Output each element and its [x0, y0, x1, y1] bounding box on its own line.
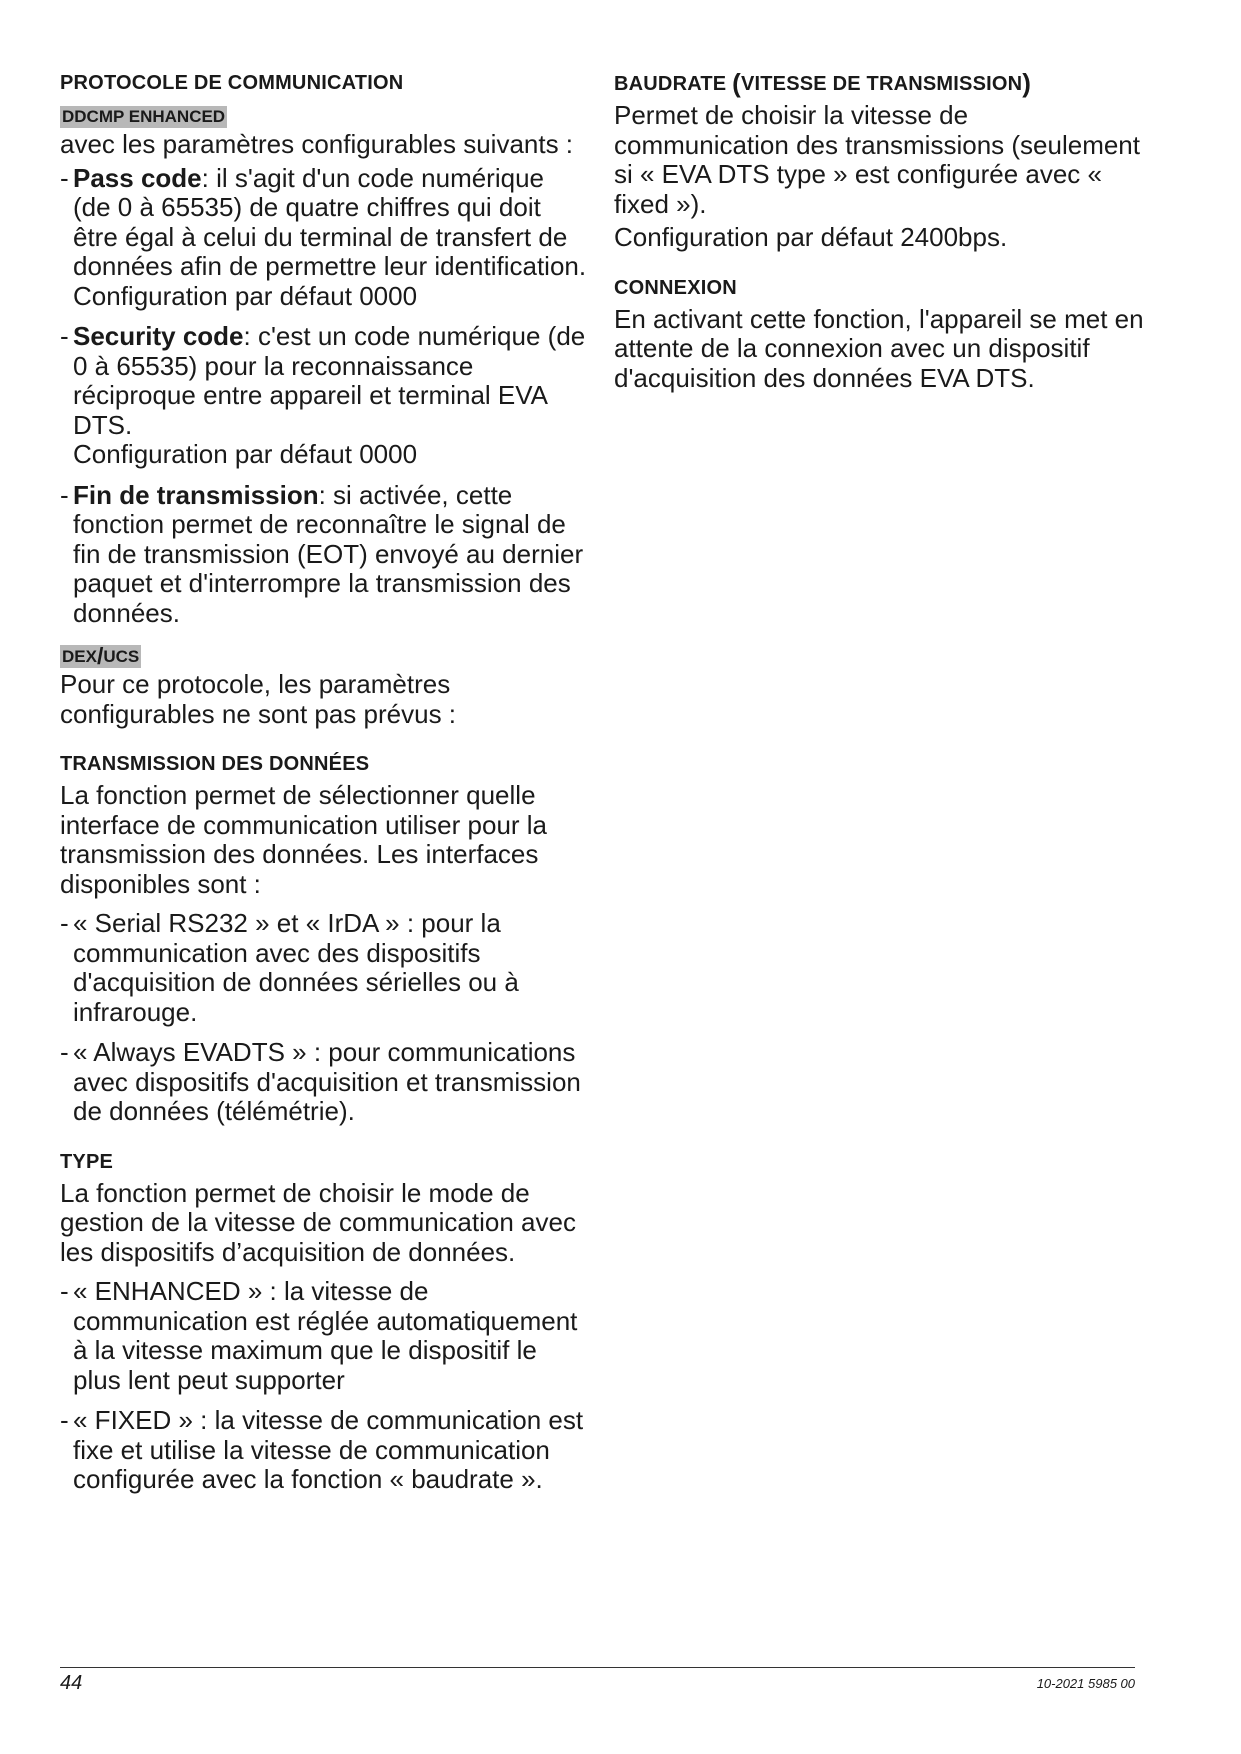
heading-connexion: CONNEXION [614, 276, 737, 299]
term-security-code: Security code [73, 321, 244, 351]
paren-close: ) [1022, 68, 1032, 98]
document-reference: 10-2021 5985 00 [1036, 1676, 1135, 1691]
text-fixed: « FIXED » : la vitesse de communication est fixe et utilise la vitesse de communication configurée avec la fonction « baudrate ». [73, 1405, 584, 1494]
bullet-fin-transmission [60, 481, 588, 629]
term-fin-transmission: Fin de transmission [73, 479, 319, 510]
text-always-evadts: « Always EVADTS » : pour communications avec dispositifs d'acquisition et transmission de données (télémétrie). [73, 1037, 581, 1126]
page-number: 44 [60, 1672, 83, 1694]
right-column [614, 70, 1144, 403]
bullet-dash: - [60, 1276, 69, 1306]
heading-baudrate-main: BAUDRATE [614, 73, 733, 95]
tag-dex: DEX [62, 647, 97, 666]
term-pass-code: Pass code [73, 162, 202, 193]
connexion-text: En activant cette fonction, l'appareil se met en attente de la connexion avec un dispositif d'acquisition des données EVA DTS. [614, 303, 1144, 393]
bullet-pass-code [60, 164, 588, 312]
bullet-dash: - [60, 1405, 69, 1435]
bullet-serial-irda [60, 909, 588, 1027]
tag-dex-ucs [60, 645, 141, 668]
default-pass-code: Configuration par défaut 0000 [73, 280, 418, 311]
heading-baudrate-sub: VITESSE DE TRANSMISSION [740, 73, 1023, 95]
params-intro: avec les paramètres configurables suivants : [60, 129, 574, 159]
paren-open: ( [732, 68, 741, 98]
text-pass-code: : il s'agit d'un code numérique (de 0 à 65535) de quatre chiffres qui doit être égal à celui du terminal de transfert de données afin de permettre leur identification. [73, 162, 587, 281]
baudrate-text: Permet de choisir la vitesse de communication des transmissions (seulement si « EVA DTS type » est configurée avec « fixed »). [614, 100, 1140, 219]
transmission-text: La fonction permet de sélectionner quelle interface de communication utiliser pour la transmission des données. Les interfaces disponibles sont : [60, 780, 548, 899]
dex-intro: Pour ce protocole, les paramètres configurables ne sont pas prévus : [60, 669, 457, 729]
bullet-dash: - [60, 479, 69, 510]
left-column [60, 70, 588, 1506]
heading-baudrate [614, 70, 1144, 97]
bullet-fixed [60, 1406, 588, 1495]
type-text: La fonction permet de choisir le mode de gestion de la vitesse de communication avec les dispositifs d’acquisition de données. [60, 1177, 576, 1267]
bullet-security-code [60, 322, 588, 470]
bullet-dash: - [60, 908, 69, 938]
tag-ucs: UCS [103, 647, 140, 666]
text-fin-transmission: : si activée, cette fonction permet de reconnaître le signal de fin de transmission (EOT) envoyé au dernier paquet et d'interrompre la transmission des données. [73, 479, 584, 628]
default-security-code: Configuration par défaut 0000 [73, 439, 418, 469]
text-serial-irda: « Serial RS232 » et « IrDA » : pour la communication avec des dispositifs d'acquisition de données sérielles ou à infrarouge. [73, 908, 519, 1027]
bullet-dash: - [60, 1037, 69, 1067]
baudrate-default: Configuration par défaut 2400bps. [614, 222, 1008, 252]
text-security-code: : c'est un code numérique (de 0 à 65535) pour la reconnaissance réciproque entre appareil et terminal EVA DTS. [73, 321, 586, 440]
footer-divider [60, 1667, 1135, 1668]
heading-protocole: PROTOCOLE DE COMMUNICATION [60, 72, 404, 94]
tag-slash: / [96, 643, 104, 669]
bullet-dash: - [60, 162, 69, 193]
tag-ddcmp-enhanced: DDCMP ENHANCED [62, 107, 226, 126]
bullet-always-evadts [60, 1038, 588, 1127]
bullet-dash: - [60, 321, 69, 351]
text-enhanced: « ENHANCED » : la vitesse de communication est réglée automatiquement à la vitesse maximum que le dispositif le plus lent peut supporter [73, 1276, 578, 1395]
bullet-enhanced [60, 1277, 588, 1395]
heading-transmission: TRANSMISSION DES DONNÉES [60, 753, 370, 775]
heading-type: TYPE [60, 1150, 114, 1173]
